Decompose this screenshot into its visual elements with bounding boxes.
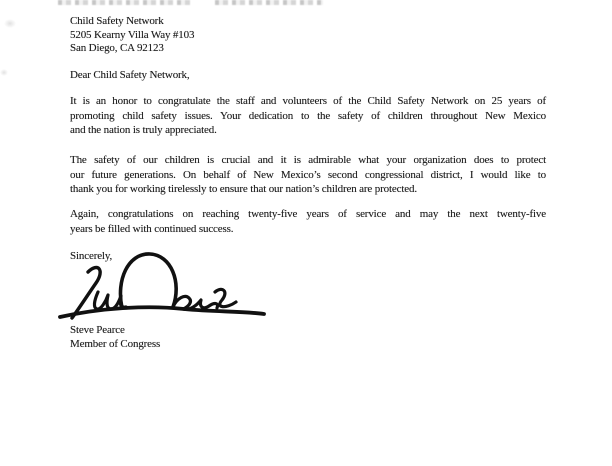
paragraph-line: Again, congratulations on reaching twenty-five years of service and may the next twenty-five (70, 208, 546, 220)
signer-title: Member of Congress (70, 338, 161, 350)
paragraph-line: our future generations. On behalf of New Mexico’s second congressional district, I would like to (70, 168, 546, 181)
letter-body-column (70, 0, 546, 466)
paragraph-line: The safety of our children is crucial and it is admirable what your organization does to protect (70, 154, 546, 166)
recipient-name: Child Safety Network (70, 15, 164, 27)
salutation: Dear Child Safety Network, (70, 69, 190, 81)
paragraph-line: years be filled with continued success. (70, 222, 234, 235)
handwritten-signature-icon (58, 250, 270, 322)
scan-smudge (4, 19, 16, 28)
recipient-address-line: 5205 Kearny Villa Way #103 (70, 28, 195, 41)
paragraph (70, 94, 546, 138)
signer-name: Steve Pearce (70, 324, 125, 336)
paragraph-line: It is an honor to congratulate the staff and volunteers of the Child Safety Network on 25 years of (70, 95, 546, 107)
recipient-address-line: San Diego, CA 92123 (70, 42, 164, 54)
recipient-address-block (70, 15, 546, 56)
paragraph (70, 153, 546, 197)
signature-block (70, 323, 546, 351)
paragraph-line: and the nation is truly appreciated. (70, 124, 217, 136)
paragraph-line: thank you for working tirelessly to ensure that our nation’s children are protected. (70, 183, 417, 195)
paragraph (70, 207, 546, 236)
closing-salutation: Sincerely, (70, 250, 113, 262)
paragraph-line: promoting child safety issues. Your dedication to the safety of children throughout New Mexico (70, 109, 546, 122)
scan-smudge (0, 69, 8, 76)
